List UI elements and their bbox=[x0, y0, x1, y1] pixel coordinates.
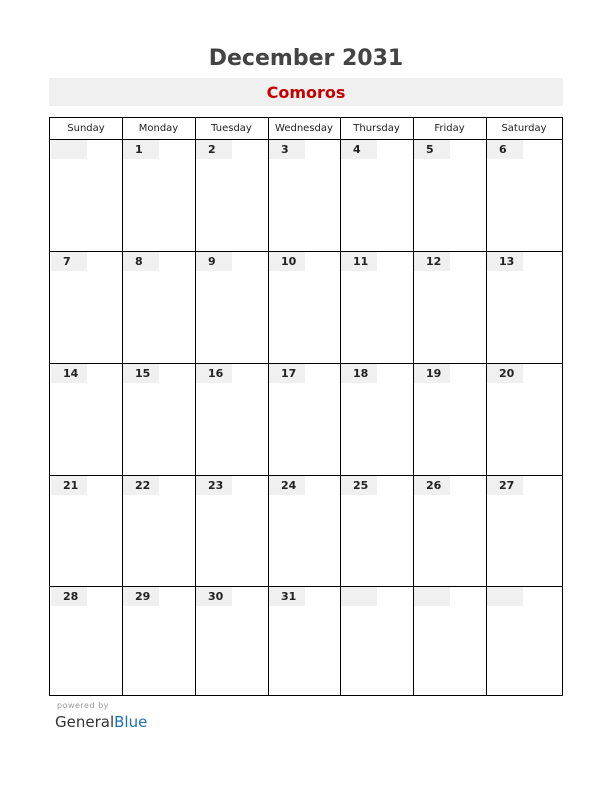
date-number: 23 bbox=[196, 476, 232, 495]
day-cell[interactable] bbox=[196, 587, 268, 695]
weekday-header-thursday: Thursday bbox=[353, 123, 400, 134]
date-number: 13 bbox=[487, 252, 523, 271]
date-number: 30 bbox=[196, 587, 232, 606]
date-number: 19 bbox=[414, 364, 450, 383]
day-cell[interactable] bbox=[123, 587, 195, 695]
day-cell[interactable] bbox=[196, 252, 268, 363]
day-cell[interactable] bbox=[341, 587, 413, 695]
date-number: 2 bbox=[196, 140, 232, 159]
date-number: 29 bbox=[123, 587, 159, 606]
date-number: 11 bbox=[341, 252, 377, 271]
date-number: 17 bbox=[269, 364, 305, 383]
date-number: 25 bbox=[341, 476, 377, 495]
day-cell[interactable] bbox=[51, 587, 122, 695]
weekday-header-friday: Friday bbox=[434, 123, 465, 134]
date-number: 27 bbox=[487, 476, 523, 495]
weekday-header-monday: Monday bbox=[138, 123, 179, 134]
date-number: 24 bbox=[269, 476, 305, 495]
day-cell[interactable] bbox=[51, 140, 122, 251]
date-number: 16 bbox=[196, 364, 232, 383]
date-number: 6 bbox=[487, 140, 523, 159]
day-cell[interactable] bbox=[341, 476, 413, 586]
day-cell[interactable] bbox=[414, 364, 486, 475]
day-cell[interactable] bbox=[487, 587, 562, 695]
powered-by-label: powered by bbox=[57, 701, 109, 710]
day-cell[interactable] bbox=[196, 364, 268, 475]
page-title: December 2031 bbox=[208, 46, 404, 71]
date-number: 15 bbox=[123, 364, 159, 383]
day-cell[interactable] bbox=[487, 140, 562, 251]
day-cell[interactable] bbox=[269, 140, 340, 251]
day-cell[interactable] bbox=[51, 252, 122, 363]
date-number: 18 bbox=[341, 364, 377, 383]
weekday-header-wednesday: Wednesday bbox=[275, 123, 333, 134]
date-number: 8 bbox=[123, 252, 159, 271]
weekday-header-saturday: Saturday bbox=[501, 123, 547, 134]
day-cell[interactable] bbox=[414, 476, 486, 586]
calendar-grid bbox=[49, 117, 563, 696]
day-cell[interactable] bbox=[123, 252, 195, 363]
date-number: 7 bbox=[51, 252, 87, 271]
date-number: 28 bbox=[51, 587, 87, 606]
date-number: 4 bbox=[341, 140, 377, 159]
day-cell[interactable] bbox=[414, 140, 486, 251]
date-number bbox=[51, 140, 87, 159]
brand-blue-text: Blue bbox=[114, 713, 148, 731]
weekday-header-tuesday: Tuesday bbox=[211, 123, 252, 134]
date-number: 14 bbox=[51, 364, 87, 383]
day-cell[interactable] bbox=[414, 587, 486, 695]
date-number: 1 bbox=[123, 140, 159, 159]
brand-general-text: General bbox=[55, 713, 115, 731]
country-banner: Comoros bbox=[49, 78, 563, 106]
day-cell[interactable] bbox=[196, 140, 268, 251]
date-number: 12 bbox=[414, 252, 450, 271]
day-cell[interactable] bbox=[269, 476, 340, 586]
day-cell[interactable] bbox=[196, 476, 268, 586]
generalblue-logo[interactable] bbox=[55, 713, 147, 731]
day-cell[interactable] bbox=[269, 252, 340, 363]
day-cell[interactable] bbox=[51, 364, 122, 475]
day-cell[interactable] bbox=[487, 252, 562, 363]
date-number: 20 bbox=[487, 364, 523, 383]
date-number: 21 bbox=[51, 476, 87, 495]
day-cell[interactable] bbox=[341, 364, 413, 475]
weekday-header-sunday: Sunday bbox=[67, 123, 105, 134]
day-cell[interactable] bbox=[123, 476, 195, 586]
day-cell[interactable] bbox=[269, 587, 340, 695]
day-cell[interactable] bbox=[123, 364, 195, 475]
day-cell[interactable] bbox=[341, 140, 413, 251]
date-number: 26 bbox=[414, 476, 450, 495]
day-cell[interactable] bbox=[269, 364, 340, 475]
date-number: 22 bbox=[123, 476, 159, 495]
date-number bbox=[341, 587, 377, 606]
date-number: 31 bbox=[269, 587, 305, 606]
date-number: 3 bbox=[269, 140, 305, 159]
day-cell[interactable] bbox=[487, 476, 562, 586]
date-number: 10 bbox=[269, 252, 305, 271]
day-cell[interactable] bbox=[487, 364, 562, 475]
date-number bbox=[414, 587, 450, 606]
day-cell[interactable] bbox=[51, 476, 122, 586]
day-cell[interactable] bbox=[414, 252, 486, 363]
day-cell[interactable] bbox=[341, 252, 413, 363]
date-number: 5 bbox=[414, 140, 450, 159]
date-number: 9 bbox=[196, 252, 232, 271]
date-number bbox=[487, 587, 523, 606]
day-cell[interactable] bbox=[123, 140, 195, 251]
